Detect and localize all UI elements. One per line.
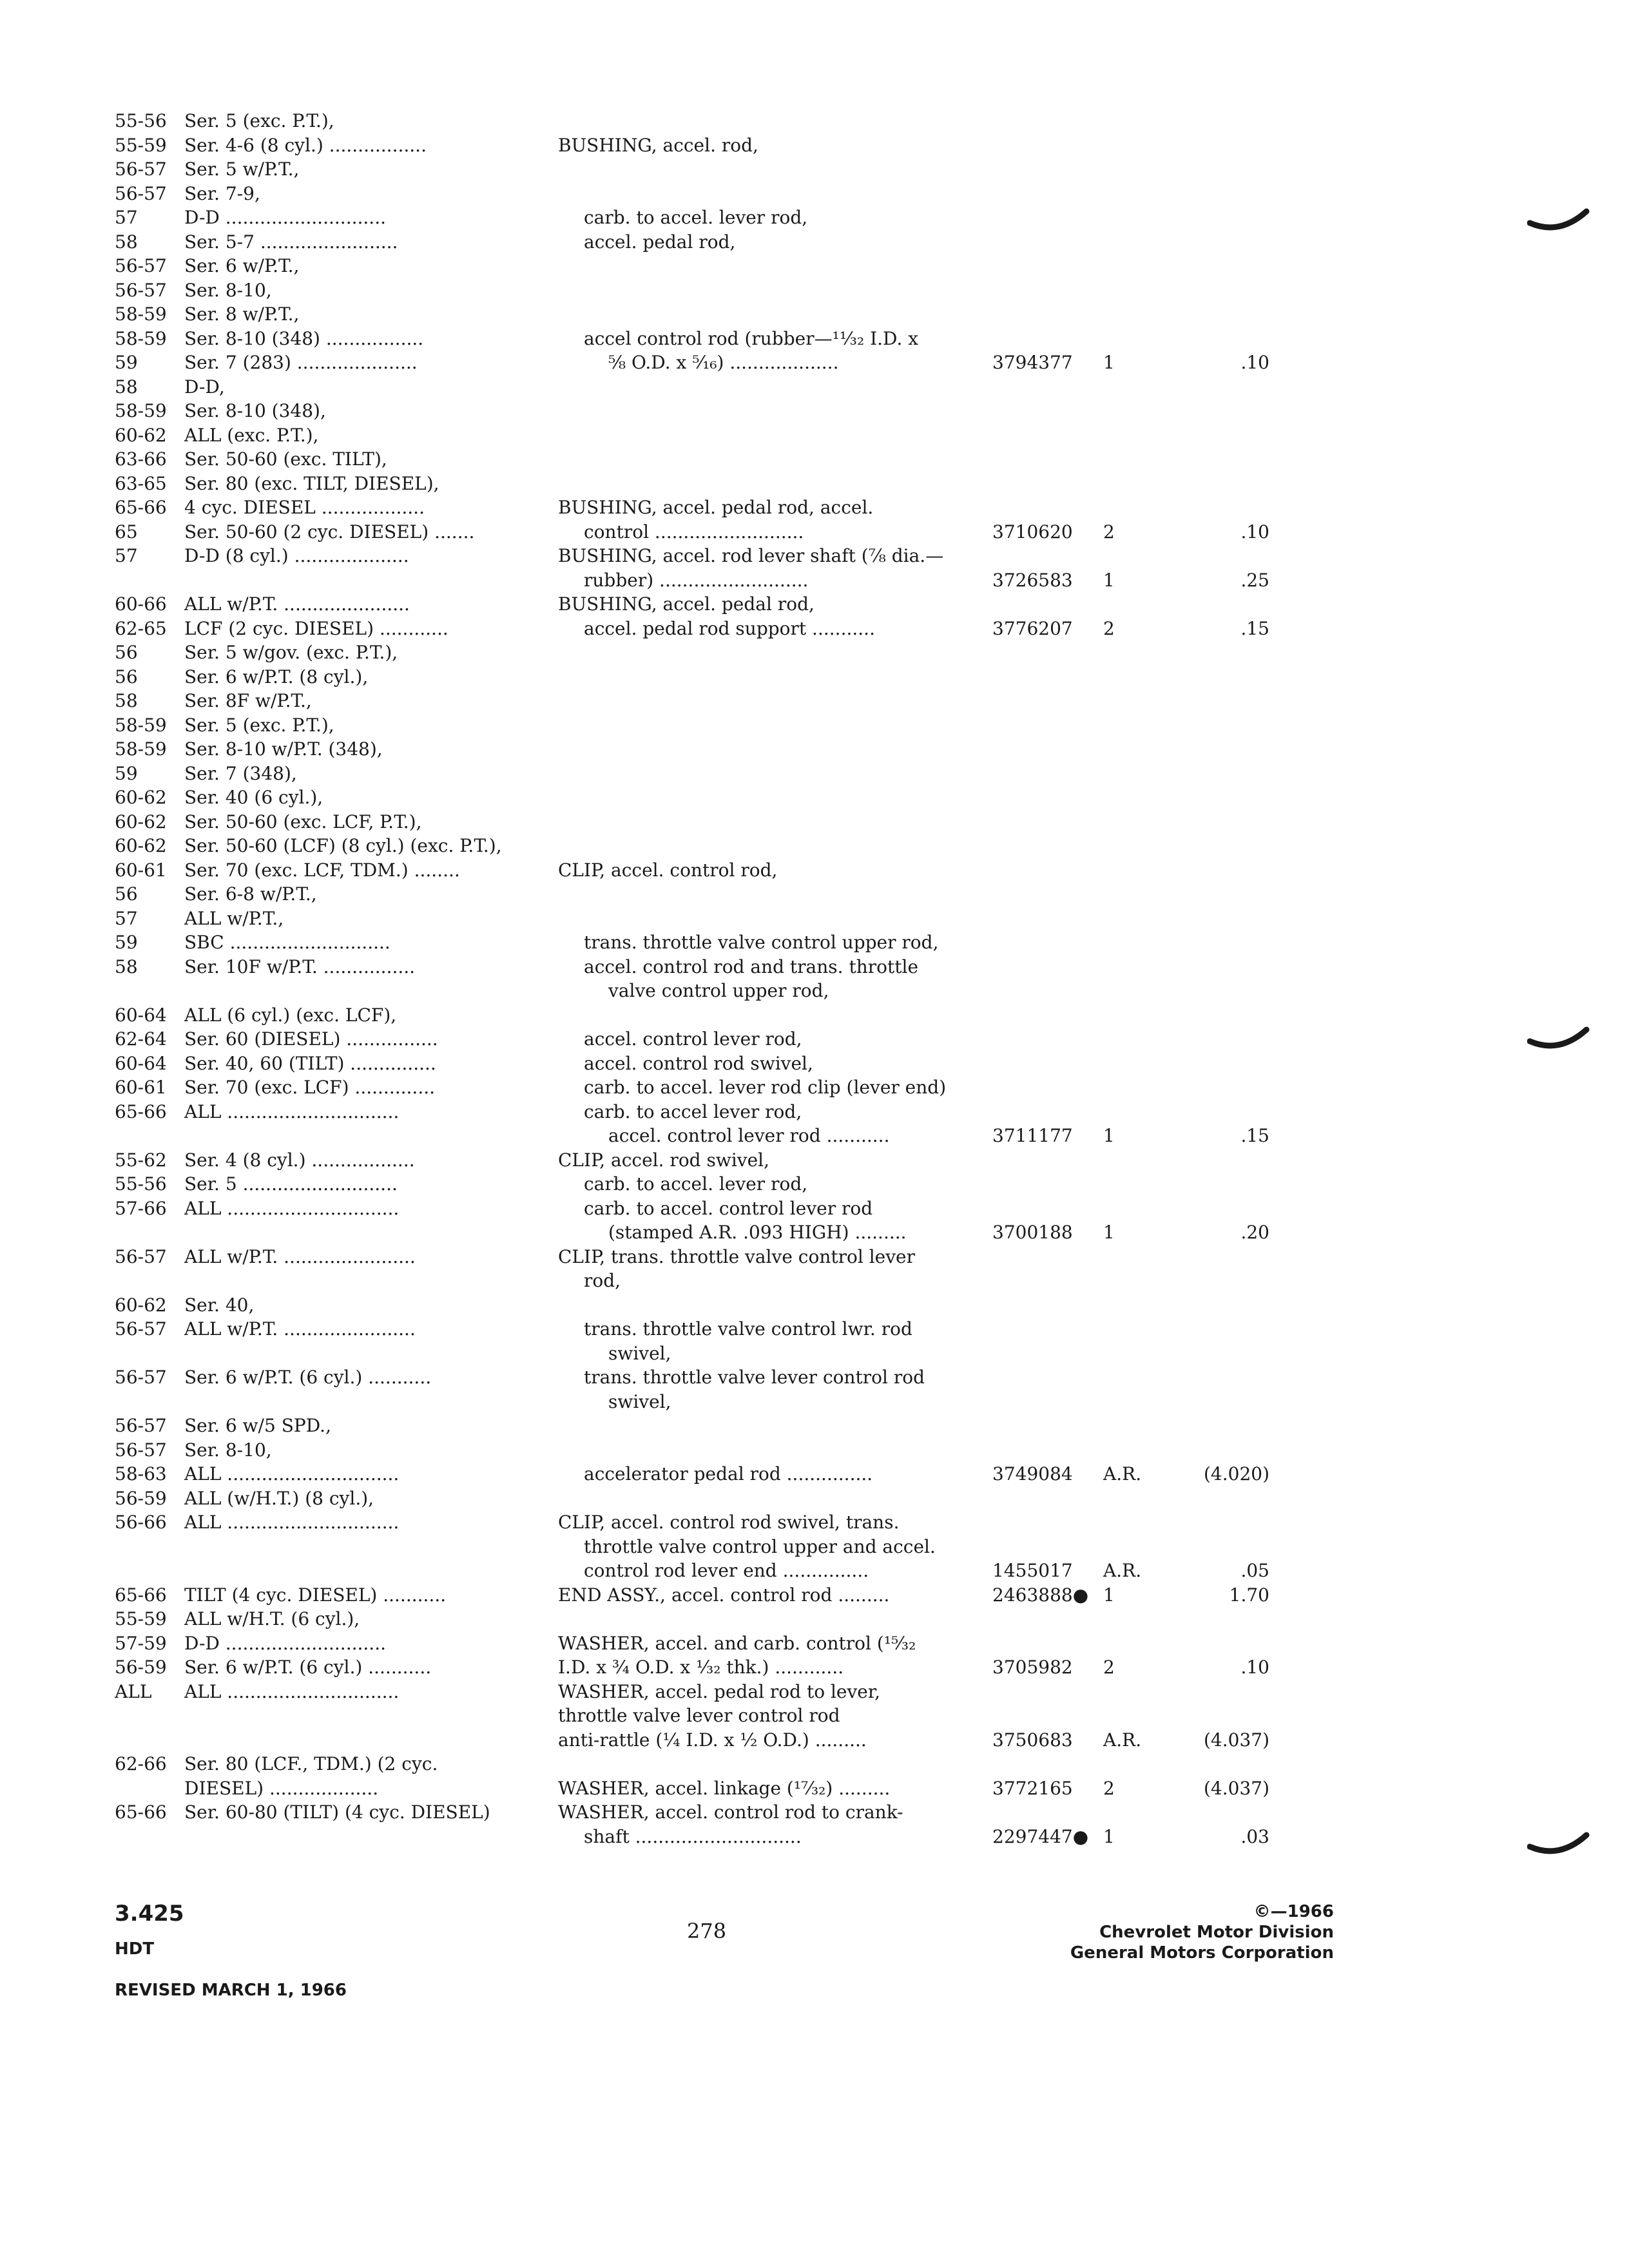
parts-row xyxy=(0,544,1629,569)
model-years: 62-65 xyxy=(115,617,167,639)
series-usage: Ser. 8F w/P.T., xyxy=(184,690,312,711)
parts-row xyxy=(0,424,1629,448)
series-usage: Ser. 8-10, xyxy=(184,1439,272,1461)
section-code: HDT xyxy=(115,1939,155,1959)
parts-row xyxy=(0,1608,1629,1632)
part-description: accel control rod (rubber—¹¹⁄₃₂ I.D. x xyxy=(584,327,919,349)
part-description: END ASSY., accel. control rod ......... xyxy=(558,1584,890,1606)
parts-row xyxy=(0,327,1629,352)
price: (4.020) xyxy=(1203,1463,1269,1485)
part-description: carb. to accel lever rod, xyxy=(584,1100,802,1122)
part-number: 3711177 xyxy=(992,1125,1073,1146)
series-usage: Ser. 5 ........................... xyxy=(184,1173,398,1195)
parts-row xyxy=(0,1052,1629,1077)
series-usage: ALL w/P.T. ...................... xyxy=(184,593,410,615)
quantity: 1 xyxy=(1103,1125,1115,1146)
part-description: BUSHING, accel. rod lever shaft (⅞ dia.— xyxy=(558,545,944,566)
model-years: 56-57 xyxy=(115,159,167,180)
price: .20 xyxy=(1240,1222,1269,1243)
series-usage: Ser. 8-10, xyxy=(184,279,272,301)
series-usage: ALL .............................. xyxy=(184,1680,400,1702)
model-years: 62-66 xyxy=(115,1753,167,1774)
part-number: 3772165 xyxy=(992,1777,1073,1799)
parts-row xyxy=(0,931,1629,956)
series-usage: Ser. 8-10 (348) ................. xyxy=(184,327,424,349)
price: .15 xyxy=(1240,617,1269,639)
parts-row xyxy=(0,1487,1629,1512)
model-years: 60-62 xyxy=(115,1294,167,1316)
series-usage: Ser. 5 w/gov. (exc. P.T.), xyxy=(184,642,398,663)
quantity: 1 xyxy=(1103,1584,1115,1606)
parts-row xyxy=(0,182,1629,207)
quantity: A.R. xyxy=(1103,1463,1142,1485)
series-usage: D-D (8 cyl.) .................... xyxy=(184,545,409,566)
series-usage: ALL .............................. xyxy=(184,1197,400,1219)
series-usage: ALL w/P.T. ....................... xyxy=(184,1318,416,1340)
part-number: 2297447● xyxy=(992,1825,1089,1847)
division-name: Chevrolet Motor Division xyxy=(1099,1923,1334,1942)
price: .05 xyxy=(1240,1560,1269,1581)
parts-row xyxy=(0,1680,1629,1705)
part-number: 2463888● xyxy=(992,1584,1089,1606)
series-usage: ALL (w/H.T.) (8 cyl.), xyxy=(184,1487,374,1509)
series-usage: Ser. 60-80 (TILT) (4 cyc. DIESEL) xyxy=(184,1802,490,1823)
parts-row xyxy=(0,1414,1629,1439)
model-years: 58-59 xyxy=(115,303,167,325)
part-description: CLIP, accel. rod swivel, xyxy=(558,1149,770,1171)
series-usage: Ser. 60 (DIESEL) ................ xyxy=(184,1028,438,1050)
parts-row xyxy=(0,1535,1629,1560)
series-usage: Ser. 7-9, xyxy=(184,182,260,204)
price: .25 xyxy=(1240,569,1269,591)
model-years: 55-62 xyxy=(115,1149,167,1171)
quantity: 1 xyxy=(1103,1222,1115,1243)
part-number: 1455017 xyxy=(992,1560,1073,1581)
part-description: trans. throttle valve control upper rod, xyxy=(584,932,939,953)
parts-row xyxy=(0,255,1629,279)
parts-row xyxy=(0,641,1629,666)
model-years: 57 xyxy=(115,907,138,929)
model-years: 55-56 xyxy=(115,1173,167,1195)
series-usage: Ser. 6-8 w/P.T., xyxy=(184,883,317,905)
part-description: carb. to accel. lever rod clip (lever end) xyxy=(584,1077,947,1098)
quantity: A.R. xyxy=(1103,1729,1142,1751)
series-usage: SBC ............................ xyxy=(184,932,390,953)
model-years: 56-57 xyxy=(115,1439,167,1461)
part-description: valve control upper rod, xyxy=(608,980,829,1001)
price: .15 xyxy=(1240,1125,1269,1146)
series-usage: ALL w/P.T., xyxy=(184,907,284,929)
parts-row xyxy=(0,1076,1629,1100)
series-usage: Ser. 40 (6 cyl.), xyxy=(184,787,323,808)
part-description: throttle valve control upper and accel. xyxy=(584,1535,936,1557)
series-usage: Ser. 5-7 ........................ xyxy=(184,231,398,253)
model-years: 56 xyxy=(115,883,138,905)
parts-row xyxy=(0,1197,1629,1222)
model-years: 60-62 xyxy=(115,787,167,808)
price: .10 xyxy=(1240,1657,1269,1678)
part-description: accelerator pedal rod ............... xyxy=(584,1463,873,1485)
part-description: (stamped A.R. .093 HIGH) ......... xyxy=(608,1222,907,1243)
part-number: 3700188 xyxy=(992,1222,1073,1243)
series-usage: ALL (exc. P.T.), xyxy=(184,424,319,446)
parts-row xyxy=(0,134,1629,159)
series-usage: Ser. 50-60 (exc. TILT), xyxy=(184,448,387,470)
part-description: trans. throttle valve lever control rod xyxy=(584,1367,925,1388)
parts-row xyxy=(0,1632,1629,1657)
part-description: carb. to accel. lever rod, xyxy=(584,1173,808,1195)
part-description: throttle valve lever control rod xyxy=(558,1705,840,1726)
copyright: ©—1966 xyxy=(1253,1902,1334,1921)
series-usage: TILT (4 cyc. DIESEL) ........... xyxy=(184,1584,447,1606)
series-usage: D-D ............................ xyxy=(184,207,386,228)
part-description: control .......................... xyxy=(584,521,804,543)
series-usage: ALL w/H.T. (6 cyl.), xyxy=(184,1608,360,1629)
model-years: 57-59 xyxy=(115,1632,167,1654)
parts-row xyxy=(0,496,1629,521)
parts-row xyxy=(0,811,1629,835)
parts-row xyxy=(0,1318,1629,1342)
binding-tick-mark xyxy=(1527,1022,1592,1061)
parts-row xyxy=(0,1777,1629,1802)
parts-row xyxy=(0,666,1629,690)
parts-row xyxy=(0,1269,1629,1294)
parts-row xyxy=(0,1463,1629,1487)
model-years: 55-59 xyxy=(115,134,167,156)
price: .10 xyxy=(1240,521,1269,543)
model-years: 58-59 xyxy=(115,738,167,760)
model-years: ALL xyxy=(115,1680,152,1702)
parts-row xyxy=(0,399,1629,424)
model-years: 60-61 xyxy=(115,859,167,881)
model-years: 56-57 xyxy=(115,1318,167,1340)
series-usage: Ser. 70 (exc. LCF) .............. xyxy=(184,1077,436,1098)
series-usage: Ser. 8-10 (348), xyxy=(184,400,326,421)
part-description: swivel, xyxy=(608,1390,671,1412)
model-years: 60-62 xyxy=(115,835,167,856)
series-usage: Ser. 80 (LCF., TDM.) (2 cyc. xyxy=(184,1753,438,1774)
series-usage: Ser. 50-60 (exc. LCF, P.T.), xyxy=(184,811,422,832)
parts-row xyxy=(0,351,1629,376)
parts-row xyxy=(0,110,1629,134)
revised-date: REVISED MARCH 1, 1966 xyxy=(115,1981,347,2000)
part-description: I.D. x ¾ O.D. x ¹⁄₃₂ thk.) ............ xyxy=(558,1657,844,1678)
part-number: 3749084 xyxy=(992,1463,1073,1485)
model-years: 56 xyxy=(115,642,138,663)
series-usage: 4 cyc. DIESEL .................. xyxy=(184,497,425,518)
series-usage: Ser. 8 w/P.T., xyxy=(184,303,300,325)
series-usage: Ser. 6 w/5 SPD., xyxy=(184,1415,331,1436)
model-years: 58-59 xyxy=(115,327,167,349)
part-number: 3726583 xyxy=(992,569,1073,591)
series-usage: Ser. 50-60 (2 cyc. DIESEL) ....... xyxy=(184,521,475,543)
model-years: 57 xyxy=(115,207,138,228)
parts-row xyxy=(0,1801,1629,1825)
section-number: 3.425 xyxy=(115,1901,184,1927)
parts-row xyxy=(0,303,1629,327)
part-description: accel. control rod swivel, xyxy=(584,1052,813,1074)
model-years: 57 xyxy=(115,545,138,566)
parts-row xyxy=(0,448,1629,472)
series-usage: D-D ............................ xyxy=(184,1632,386,1654)
model-years: 56-57 xyxy=(115,1415,167,1436)
parts-row xyxy=(0,762,1629,787)
series-usage: Ser. 40, xyxy=(184,1294,255,1316)
series-usage: Ser. 8-10 w/P.T. (348), xyxy=(184,738,383,760)
model-years: 60-61 xyxy=(115,1077,167,1098)
series-usage: Ser. 7 (348), xyxy=(184,762,297,784)
part-description: CLIP, accel. control rod, xyxy=(558,859,778,881)
part-description: ⅝ O.D. x ⁵⁄₁₆) ................... xyxy=(608,352,839,373)
model-years: 56-57 xyxy=(115,279,167,301)
model-years: 60-66 xyxy=(115,593,167,615)
quantity: A.R. xyxy=(1103,1560,1142,1581)
parts-row xyxy=(0,569,1629,593)
quantity: 2 xyxy=(1103,1777,1115,1799)
parts-row xyxy=(0,738,1629,762)
model-years: 58-59 xyxy=(115,714,167,736)
series-usage: Ser. 10F w/P.T. ................ xyxy=(184,956,416,977)
part-number: 3750683 xyxy=(992,1729,1073,1751)
model-years: 58 xyxy=(115,231,138,253)
quantity: 1 xyxy=(1103,1825,1115,1847)
model-years: 56-59 xyxy=(115,1487,167,1509)
parts-row xyxy=(0,1656,1629,1680)
part-description: control rod lever end ............... xyxy=(584,1560,869,1581)
parts-row xyxy=(0,521,1629,545)
model-years: 65 xyxy=(115,521,138,543)
part-number: 3794377 xyxy=(992,352,1073,373)
parts-row xyxy=(0,593,1629,617)
model-years: 60-64 xyxy=(115,1052,167,1074)
part-description: WASHER, accel. pedal rod to lever, xyxy=(558,1680,881,1702)
quantity: 2 xyxy=(1103,617,1115,639)
model-years: 59 xyxy=(115,762,138,784)
series-usage: Ser. 6 w/P.T. (8 cyl.), xyxy=(184,666,369,687)
part-description: WASHER, accel. linkage (¹⁷⁄₃₂) ......... xyxy=(558,1777,891,1799)
series-usage: ALL .............................. xyxy=(184,1463,400,1485)
part-description: rubber) .......................... xyxy=(584,569,809,591)
parts-row xyxy=(0,1124,1629,1149)
parts-row xyxy=(0,786,1629,811)
parts-row xyxy=(0,907,1629,932)
part-description: BUSHING, accel. rod, xyxy=(558,134,758,156)
model-years: 58-59 xyxy=(115,400,167,421)
part-description: BUSHING, accel. pedal rod, xyxy=(558,593,815,615)
series-usage: ALL .............................. xyxy=(184,1512,400,1533)
binding-tick-mark xyxy=(1527,1827,1592,1866)
parts-row xyxy=(0,1028,1629,1052)
parts-row xyxy=(0,1753,1629,1777)
series-usage: Ser. 4 (8 cyl.) .................. xyxy=(184,1149,415,1171)
series-usage: ALL (6 cyl.) (exc. LCF), xyxy=(184,1004,397,1026)
model-years: 58 xyxy=(115,376,138,398)
model-years: 65-66 xyxy=(115,1584,167,1606)
model-years: 56-57 xyxy=(115,1367,167,1388)
series-usage: Ser. 80 (exc. TILT, DIESEL), xyxy=(184,472,439,494)
model-years: 58-63 xyxy=(115,1463,167,1485)
series-usage: DIESEL) ................... xyxy=(184,1777,379,1799)
series-usage: Ser. 5 (exc. P.T.), xyxy=(184,714,334,736)
series-usage: Ser. 4-6 (8 cyl.) ................. xyxy=(184,134,427,156)
model-years: 55-56 xyxy=(115,110,167,131)
part-description: accel. pedal rod support ........... xyxy=(584,617,875,639)
model-years: 56-57 xyxy=(115,1245,167,1267)
series-usage: ALL .............................. xyxy=(184,1100,400,1122)
part-description: carb. to accel. lever rod, xyxy=(584,207,808,228)
model-years: 56-57 xyxy=(115,182,167,204)
model-years: 59 xyxy=(115,932,138,953)
model-years: 60-62 xyxy=(115,424,167,446)
parts-row xyxy=(0,1704,1629,1729)
parts-row xyxy=(0,158,1629,182)
part-number: 3776207 xyxy=(992,617,1073,639)
part-description: carb. to accel. control lever rod xyxy=(584,1197,873,1219)
model-years: 56-57 xyxy=(115,255,167,276)
quantity: 1 xyxy=(1103,569,1115,591)
parts-row xyxy=(0,617,1629,642)
part-description: shaft ............................. xyxy=(584,1825,802,1847)
model-years: 65-66 xyxy=(115,1802,167,1823)
parts-row xyxy=(0,834,1629,859)
parts-row xyxy=(0,1390,1629,1415)
parts-row xyxy=(0,1511,1629,1535)
price: 1.70 xyxy=(1229,1584,1269,1606)
parts-row xyxy=(0,1366,1629,1390)
parts-row xyxy=(0,1149,1629,1173)
model-years: 63-66 xyxy=(115,448,167,470)
model-years: 58 xyxy=(115,690,138,711)
series-usage: Ser. 7 (283) ..................... xyxy=(184,352,418,373)
part-description: BUSHING, accel. pedal rod, accel. xyxy=(558,497,874,518)
parts-row xyxy=(0,1559,1629,1584)
parts-row xyxy=(0,376,1629,400)
part-number: 3705982 xyxy=(992,1657,1073,1678)
quantity: 2 xyxy=(1103,521,1115,543)
series-usage: Ser. 5 (exc. P.T.), xyxy=(184,110,334,131)
part-description: swivel, xyxy=(608,1342,671,1364)
model-years: 58 xyxy=(115,956,138,977)
part-description: accel. pedal rod, xyxy=(584,231,736,253)
part-description: accel. control lever rod, xyxy=(584,1028,802,1050)
model-years: 56-66 xyxy=(115,1512,167,1533)
part-description: CLIP, accel. control rod swivel, trans. xyxy=(558,1512,900,1533)
part-description: accel. control lever rod ........... xyxy=(608,1125,890,1146)
parts-row xyxy=(0,979,1629,1004)
parts-row xyxy=(0,883,1629,907)
parts-row xyxy=(0,279,1629,303)
parts-row xyxy=(0,1342,1629,1367)
price: (4.037) xyxy=(1203,1729,1269,1751)
part-description: trans. throttle valve control lwr. rod xyxy=(584,1318,912,1340)
series-usage: Ser. 40, 60 (TILT) ............... xyxy=(184,1052,436,1074)
model-years: 56-59 xyxy=(115,1657,167,1678)
model-years: 60-62 xyxy=(115,811,167,832)
part-description: accel. control rod and trans. throttle xyxy=(584,956,919,977)
part-description: anti-rattle (¼ I.D. x ½ O.D.) ......... xyxy=(558,1729,867,1751)
parts-row xyxy=(0,1173,1629,1197)
price: (4.037) xyxy=(1203,1777,1269,1799)
part-description: WASHER, accel. control rod to crank- xyxy=(558,1802,903,1823)
parts-row xyxy=(0,1584,1629,1608)
model-years: 57-66 xyxy=(115,1197,167,1219)
series-usage: Ser. 6 w/P.T. (6 cyl.) ........... xyxy=(184,1367,432,1388)
series-usage: Ser. 6 w/P.T. (6 cyl.) ........... xyxy=(184,1657,432,1678)
series-usage: Ser. 5 w/P.T., xyxy=(184,159,300,180)
quantity: 2 xyxy=(1103,1657,1115,1678)
parts-row xyxy=(0,859,1629,883)
parts-row xyxy=(0,1245,1629,1270)
model-years: 62-64 xyxy=(115,1028,167,1050)
model-years: 65-66 xyxy=(115,1100,167,1122)
part-description: CLIP, trans. throttle valve control lever xyxy=(558,1245,916,1267)
part-description: rod, xyxy=(584,1270,621,1291)
series-usage: ALL w/P.T. ....................... xyxy=(184,1245,416,1267)
model-years: 65-66 xyxy=(115,497,167,518)
parts-row xyxy=(0,689,1629,714)
price: .03 xyxy=(1240,1825,1269,1847)
parts-row xyxy=(0,472,1629,497)
page-number: 278 xyxy=(687,1919,727,1943)
series-usage: Ser. 6 w/P.T., xyxy=(184,255,300,276)
parts-row xyxy=(0,1221,1629,1245)
parts-row xyxy=(0,231,1629,255)
series-usage: D-D, xyxy=(184,376,225,398)
parts-row xyxy=(0,206,1629,231)
binding-tick-mark xyxy=(1527,204,1592,242)
parts-row xyxy=(0,1100,1629,1125)
price: .10 xyxy=(1240,352,1269,373)
corporation-name: General Motors Corporation xyxy=(1070,1943,1334,1963)
parts-row xyxy=(0,956,1629,980)
quantity: 1 xyxy=(1103,352,1115,373)
model-years: 60-64 xyxy=(115,1004,167,1026)
parts-row xyxy=(0,1004,1629,1028)
parts-row xyxy=(0,1294,1629,1318)
parts-row xyxy=(0,1439,1629,1463)
parts-row xyxy=(0,714,1629,738)
parts-row xyxy=(0,1825,1629,1850)
series-usage: Ser. 50-60 (LCF) (8 cyl.) (exc. P.T.), xyxy=(184,835,502,856)
part-description: WASHER, accel. and carb. control (¹⁵⁄₃₂ xyxy=(558,1632,916,1654)
series-usage: LCF (2 cyc. DIESEL) ............ xyxy=(184,617,448,639)
model-years: 55-59 xyxy=(115,1608,167,1629)
series-usage: Ser. 70 (exc. LCF, TDM.) ........ xyxy=(184,859,460,881)
model-years: 56 xyxy=(115,666,138,687)
parts-row xyxy=(0,1729,1629,1753)
model-years: 59 xyxy=(115,352,138,373)
part-number: 3710620 xyxy=(992,521,1073,543)
model-years: 63-65 xyxy=(115,472,167,494)
